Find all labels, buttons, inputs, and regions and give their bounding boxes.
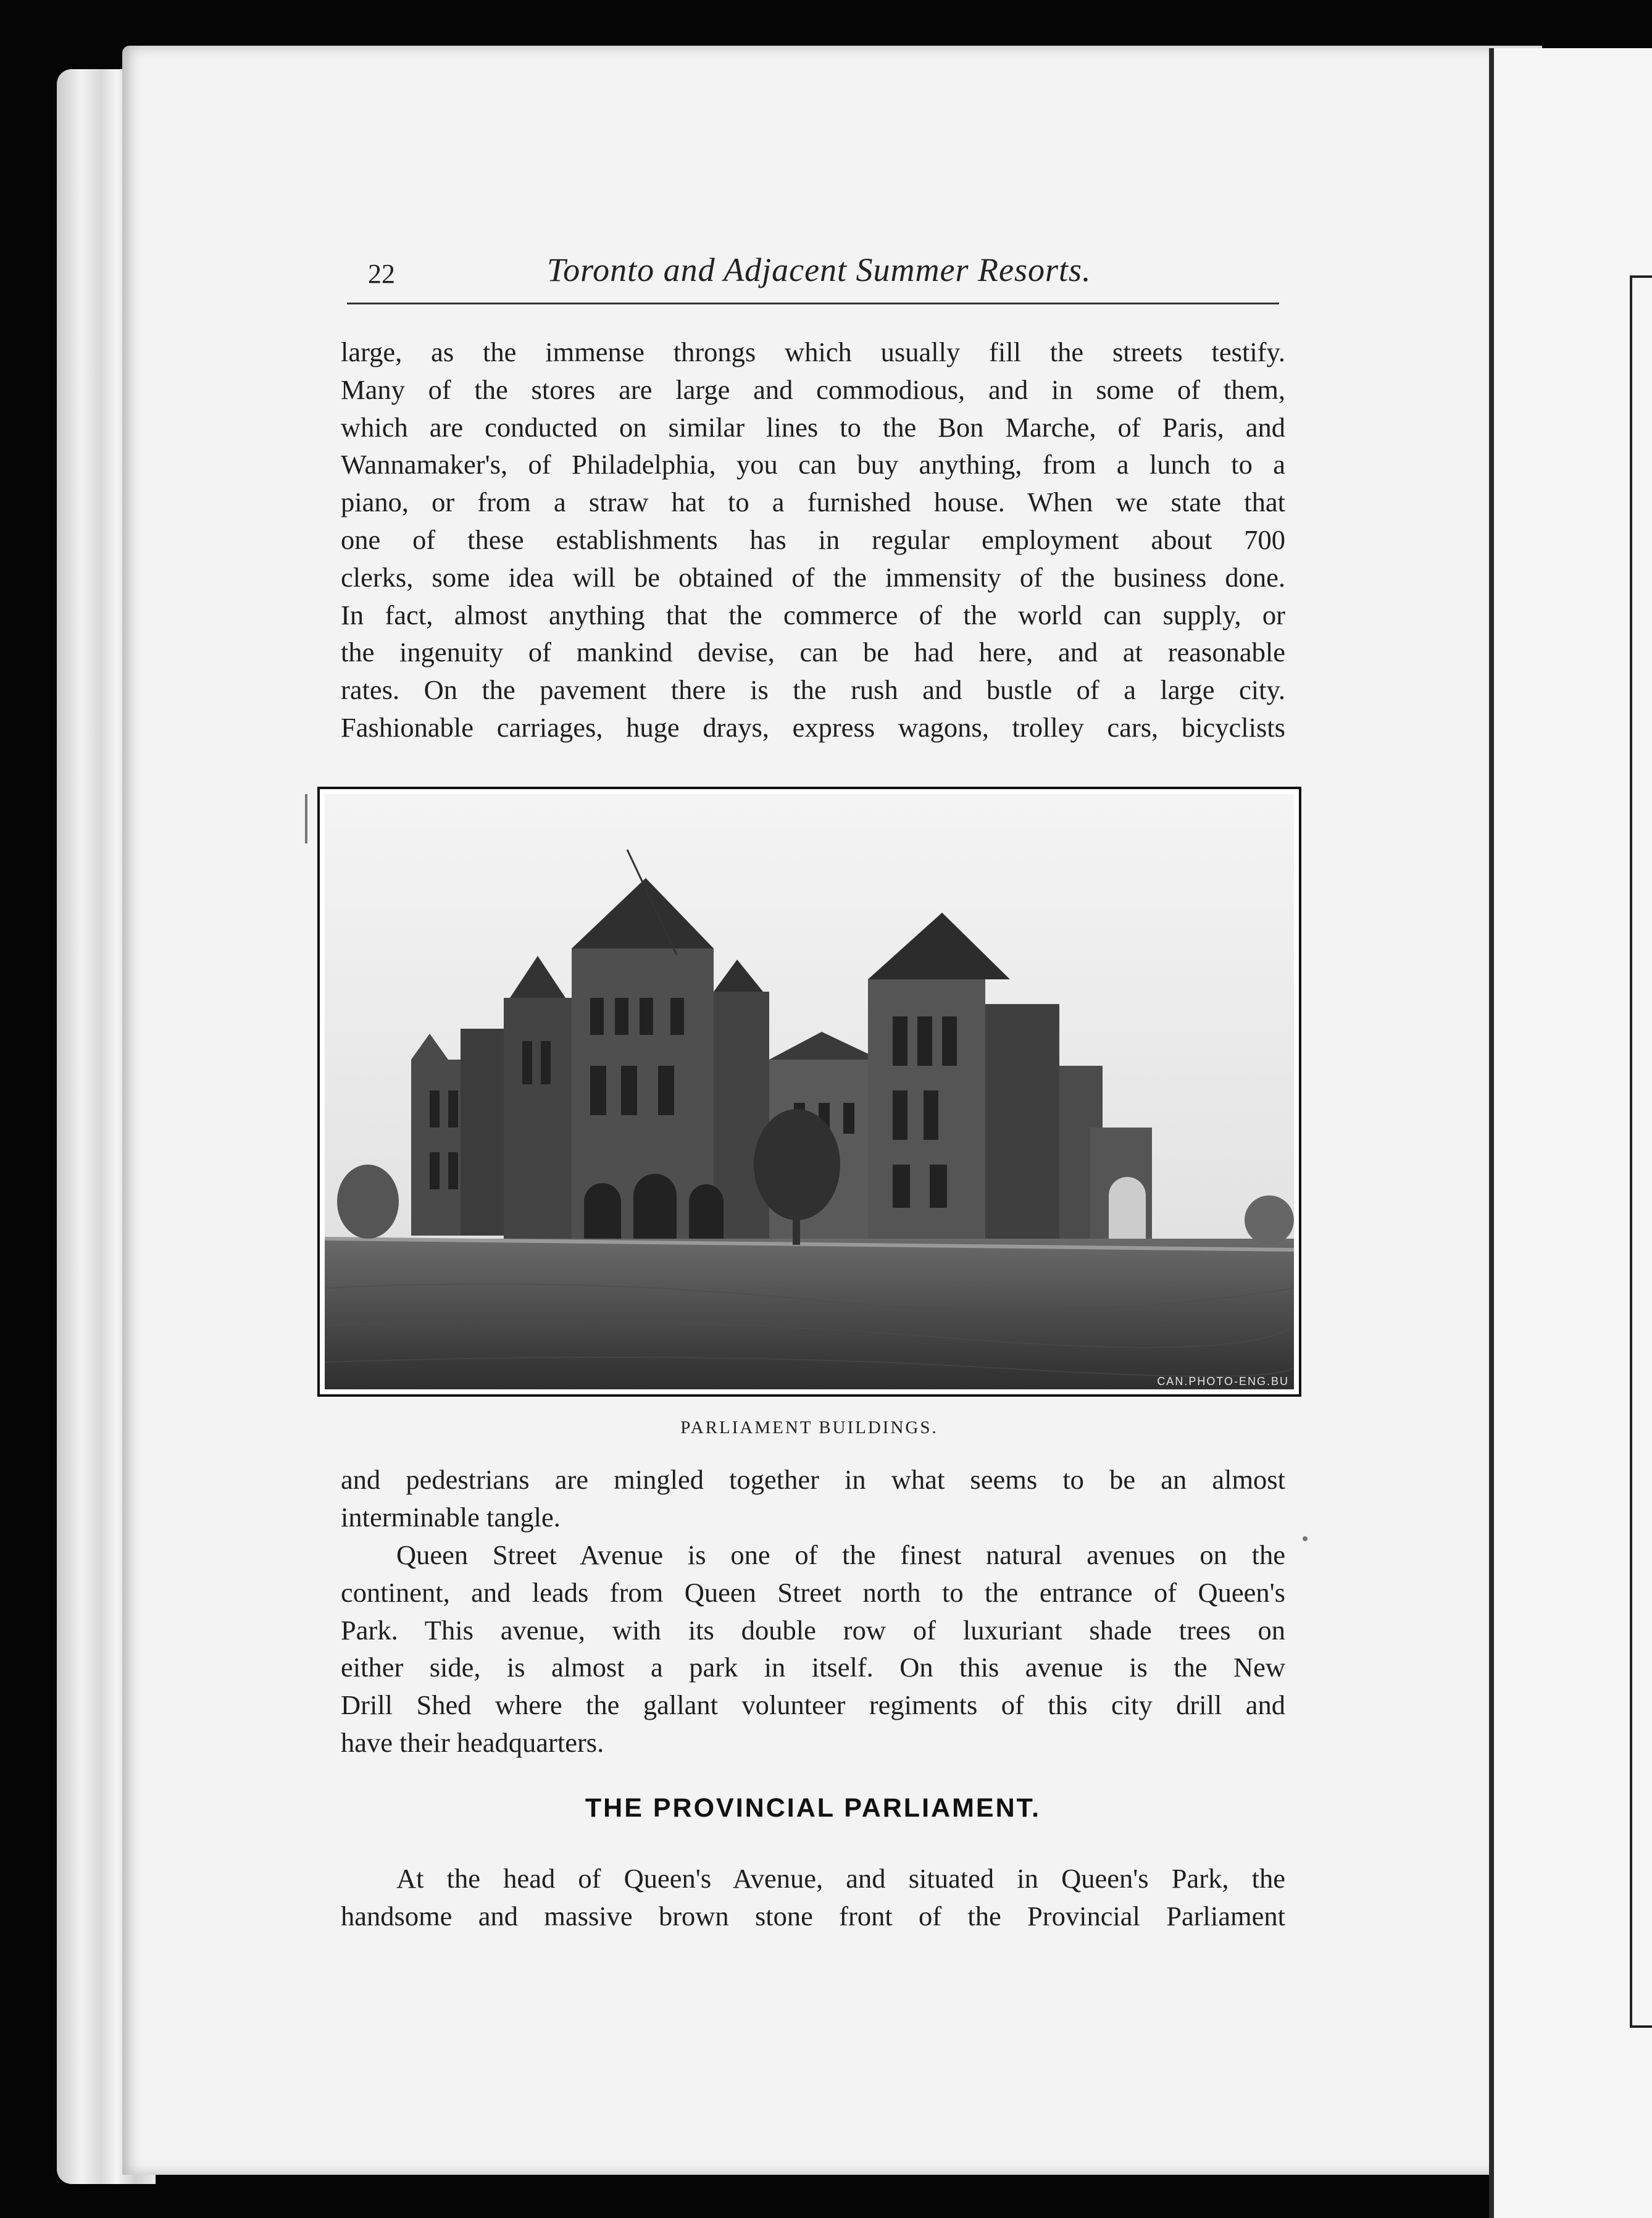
text-line: continent, and leads from Queen Street north to the entrance of Queen's [341, 1576, 1285, 1608]
text-line: either side, is almost a park in itself. On this avenue is the New [341, 1652, 1285, 1683]
text-line: Queen Street Avenue is one of the finest natural avenues on the [396, 1539, 1285, 1570]
text-line: piano, or from a straw hat to a furnished house. When we state that [341, 487, 1285, 518]
parliament-buildings-illustration [325, 794, 1294, 1389]
text-line: have their headquarters. [341, 1726, 604, 1758]
margin-mark [305, 794, 307, 843]
paragraph-queen-street-avenue [341, 1536, 1285, 1762]
text-line: Many of the stores are large and commodious, and in some of them, [341, 374, 1285, 405]
engraver-credit: CAN.PHOTO-ENG.BU [1157, 1375, 1289, 1387]
text-line: At the head of Queen's Avenue, and situated in Queen's Park, the [396, 1863, 1285, 1894]
running-head [368, 246, 1277, 295]
parliament-photo [317, 787, 1301, 1397]
text-line: Fashionable carriages, huge drays, express wagons, trolley cars, bicyclists [341, 711, 1285, 743]
text-line: interminable tangle. [341, 1501, 561, 1533]
text-line: which are conducted on similar lines to the Bon Marche, of Paris, and [341, 411, 1285, 443]
text-line: one of these establishments has in regular employment about 700 [341, 524, 1285, 555]
section-heading: THE PROVINCIAL PARLIAMENT. [585, 1793, 1041, 1823]
text-line: Drill Shed where the gallant volunteer regiments of this city drill and [341, 1689, 1285, 1721]
margin-mark [1303, 1536, 1308, 1541]
paragraph-provincial-parliament [341, 1860, 1285, 1935]
running-title: Toronto and Adjacent Summer Resorts. [547, 251, 1091, 288]
text-line: Park. This avenue, with its double row of luxuriant shade trees on [341, 1614, 1285, 1646]
paragraph-stores [341, 333, 1285, 747]
text-line: clerks, some idea will be obtained of the immensity of the business done. [341, 561, 1285, 593]
facing-page-edge [1489, 48, 1652, 2218]
paragraph-pedestrians [341, 1461, 1285, 1536]
text-line: large, as the immense throngs which usually fill the streets testify. [341, 337, 1285, 367]
text-line: the ingenuity of mankind devise, can be had here, and at reasonable [341, 637, 1285, 668]
text-line: rates. On the pavement there is the rush and bustle of a large city. [341, 674, 1285, 706]
text-line: handsome and massive brown stone front of the Provincial Parliament [341, 1900, 1285, 1931]
page-number: 22 [368, 259, 395, 289]
text-line: and pedestrians are mingled together in what seems to be an almost [341, 1464, 1285, 1495]
facing-page-frame [1630, 275, 1652, 2028]
text-line: Wannamaker's, of Philadelphia, you can buy anything, from a lunch to a [341, 449, 1285, 480]
figure-caption: PARLIAMENT BUILDINGS. [680, 1418, 938, 1438]
text-line: In fact, almost anything that the commerce of the world can supply, or [341, 599, 1285, 630]
header-rule [347, 303, 1279, 304]
